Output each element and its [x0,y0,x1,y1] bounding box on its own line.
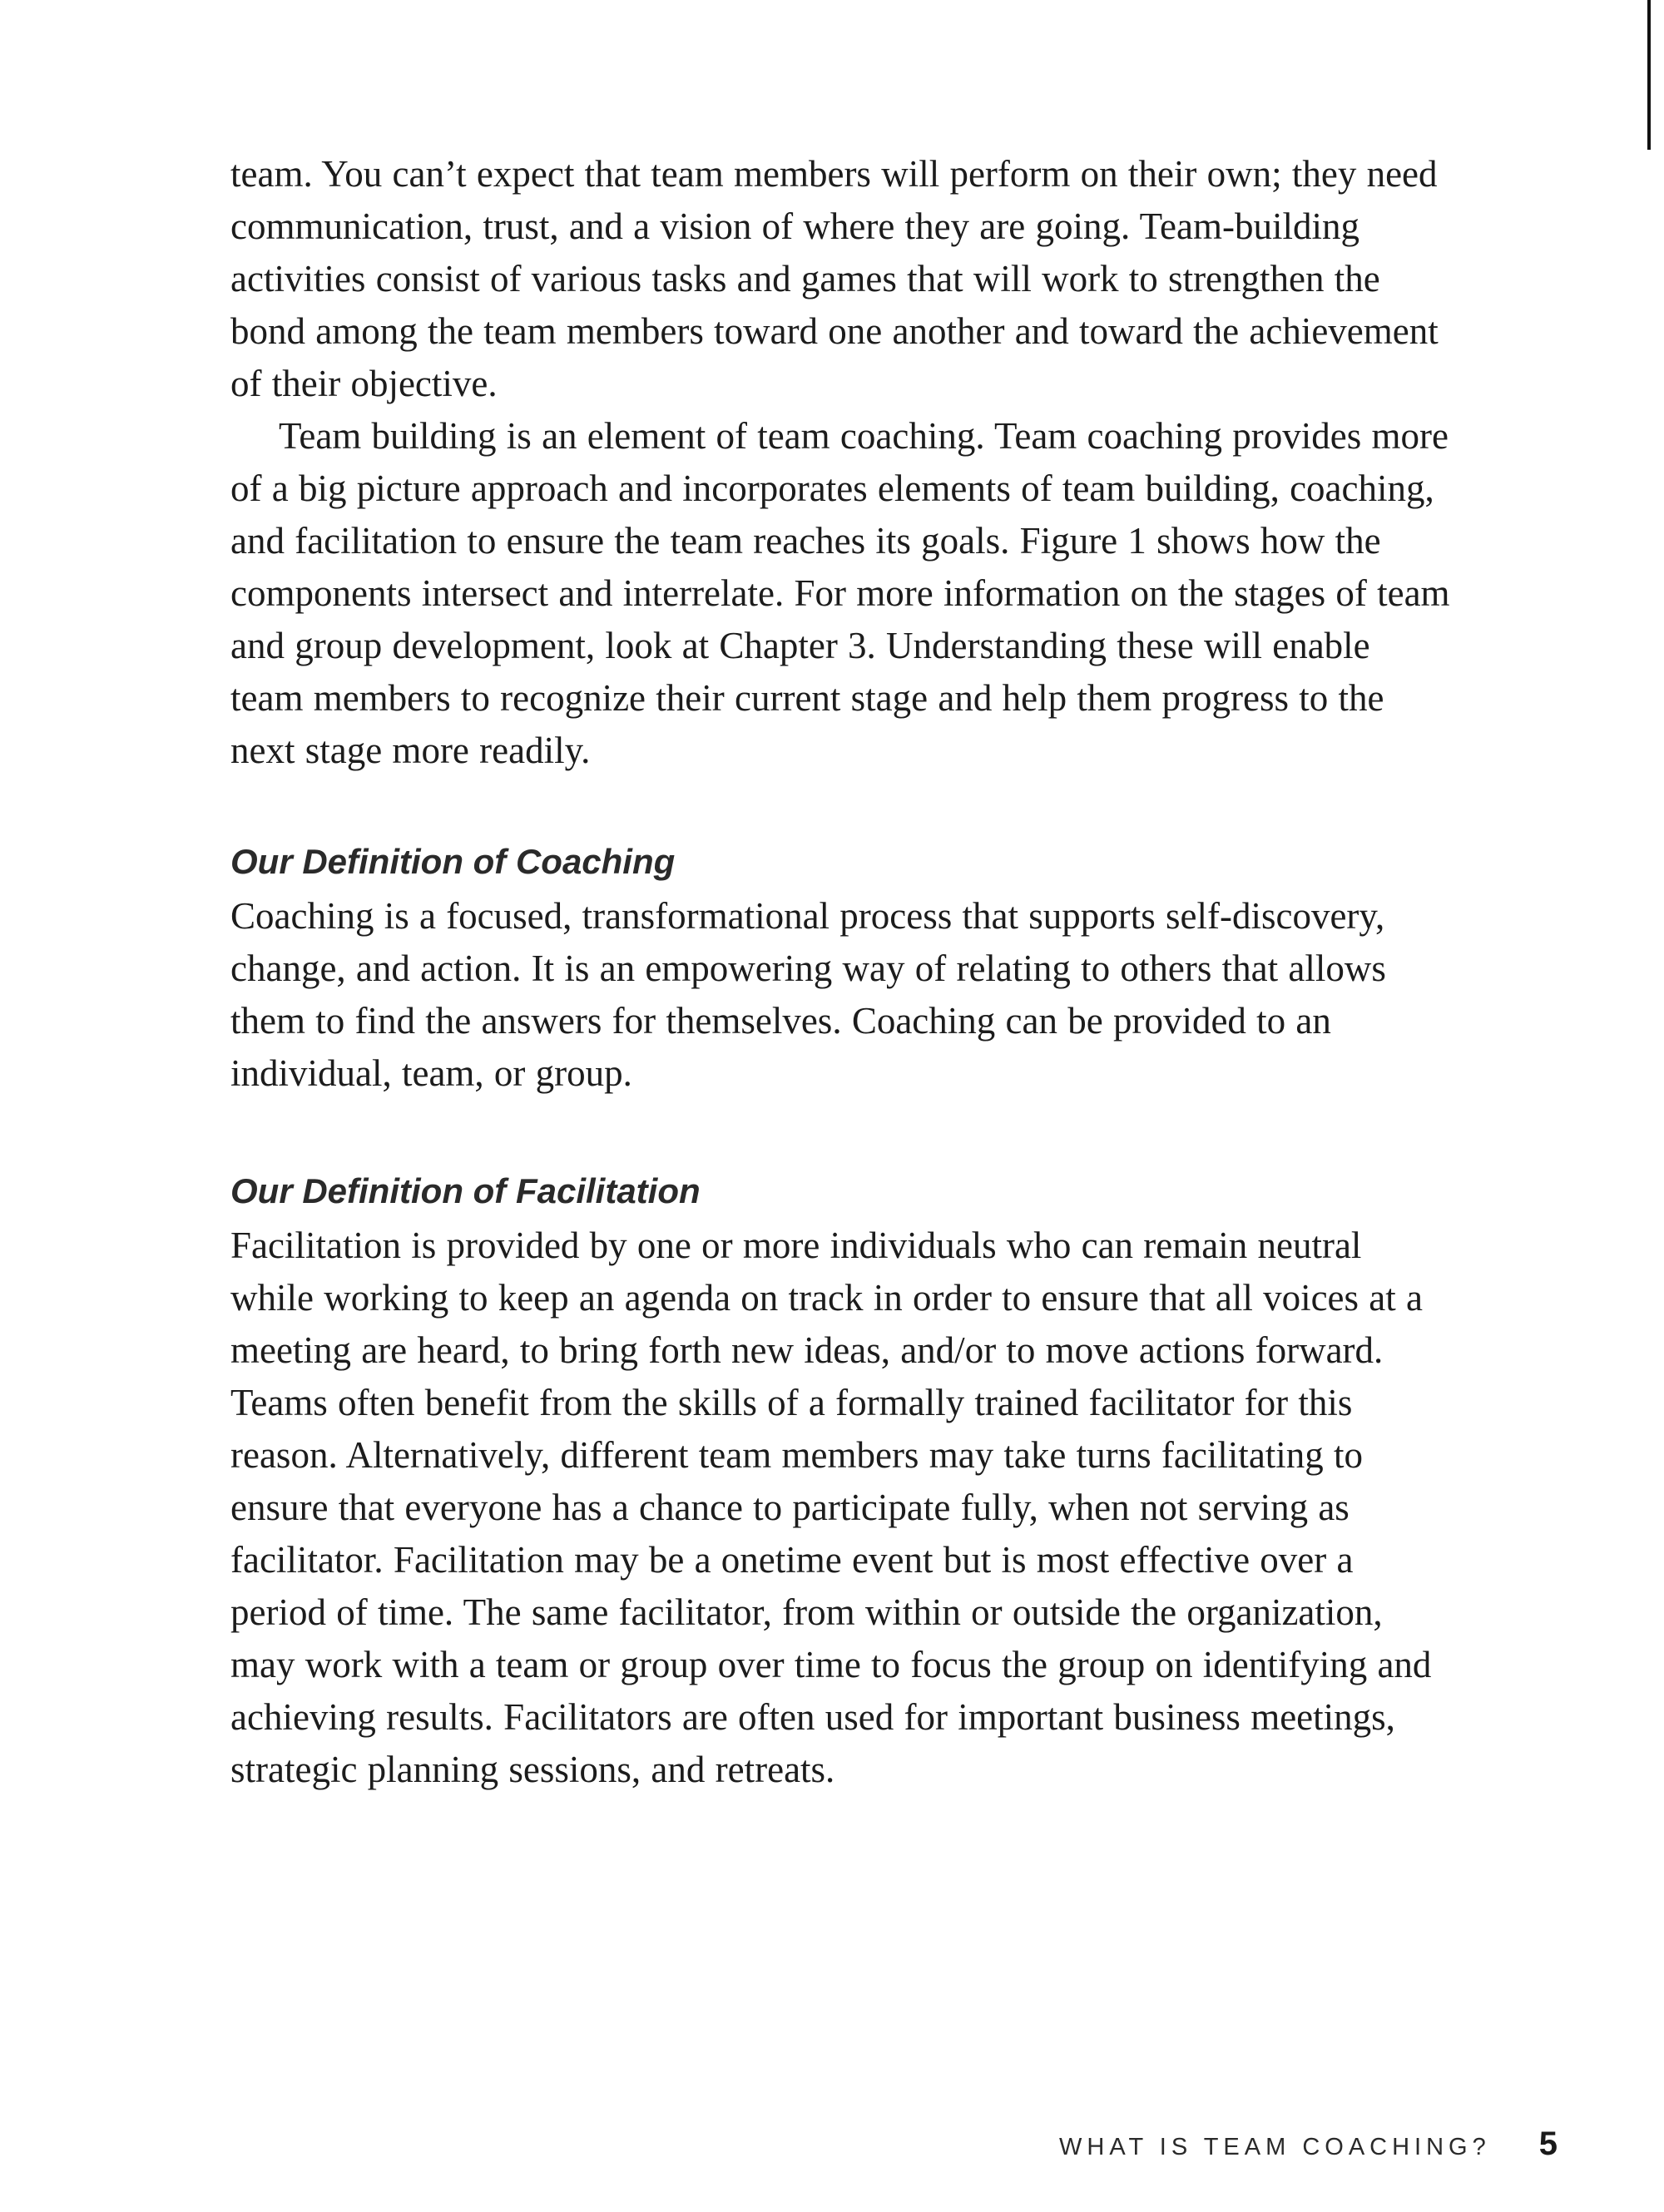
body-paragraph-1: team. You can’t expect that team members will perform on their own; they need communication, trust, and a vision of where they are going. Team-building activities consist of various tasks and games that will work to strengthen the bond among the team members toward one another and toward the achievement of their objective. [230,153,1439,404]
coaching-definition-text: Coaching is a focused, transformational process that supports self-discovery, change, and action. It is an empowering way of relating to others that allows them to find the answers for themselves. Coaching can be provided to an individual, team, or group. [230,895,1386,1094]
page-content [230,148,1452,1796]
facilitation-definition-text: Facilitation is provided by one or more individuals who can remain neutral while working to keep an agenda on track in order to ensure that all voices at a meeting are heard, to bring forth new ideas, and/or to move actions forward. Teams often benefit from the skills of a formally trained facilitator for this reason. Alternatively, different team members may take turns facilitating to ensure that everyone has a chance to participate fully, when not serving as facilitator. Facilitation may be a onetime event but is most effective over a period of time. The same facilitator, from within or outside the organization, may work with a team or group over time to focus the group on identifying and achieving results. Facilitators are often used for important business meetings, strategic planning sessions, and retreats. [230,1225,1432,1790]
body-paragraph-2: Team building is an element of team coaching. Team coaching provides more of a big picture approach and incorporates elements of team building, coaching, and facilitation to ensure the team reaches its goals. Figure 1 shows how the components intersect and interrelate. For more information on the stages of team and group development, look at Chapter 3. Understanding these will enable team members to recognize their current stage and help them progress to the next stage more readily. [230,415,1450,771]
running-head: WHAT IS TEAM COACHING? [1059,2134,1491,2160]
page-number: 5 [1538,2125,1558,2162]
coaching-definition-heading: Our Definition of Coaching [230,842,676,881]
facilitation-definition-heading: Our Definition of Facilitation [230,1171,701,1210]
page-edge-line [1647,0,1651,150]
page-footer [1059,2125,1558,2163]
